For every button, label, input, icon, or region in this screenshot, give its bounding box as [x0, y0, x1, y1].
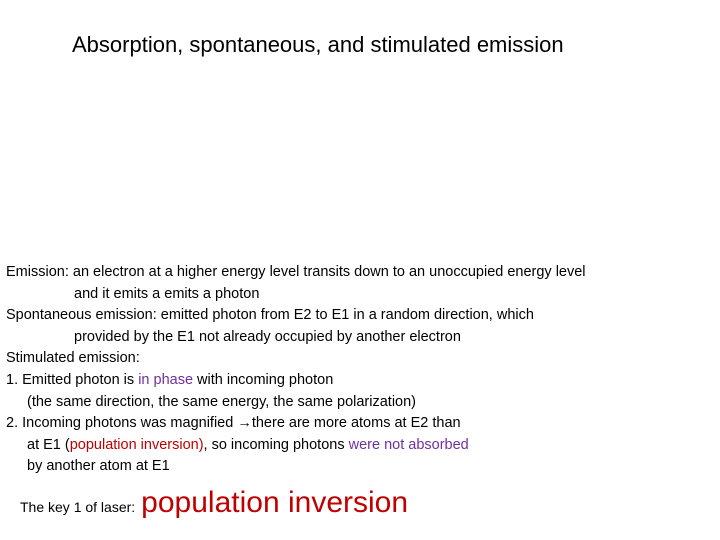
list-item-2: [6, 413, 714, 435]
list-item-2-cont-a: at E1 (: [27, 436, 70, 453]
list-item-2-continuation: [6, 435, 714, 457]
stimulated-emission-heading: Stimulated emission:: [6, 350, 140, 367]
key-statement: [20, 486, 408, 520]
list-item-2-text: 2. Incoming photons was magnified: [6, 415, 238, 432]
key-label: The key 1 of laser:: [20, 499, 136, 515]
population-inversion-highlight: population inversion): [69, 436, 204, 453]
list-item-1-detail: (the same direction, the same energy, the same polarization): [27, 393, 417, 410]
emission-definition-continuation: and it emits a emits a photon: [74, 285, 260, 302]
list-item-1-tail: with incoming photon: [193, 371, 334, 388]
list-item-2-cont-c: , so incoming photons: [203, 436, 349, 453]
spontaneous-emission-line: Spontaneous emission: emitted photon from E2 to E1 in a random direction, which: [6, 307, 534, 324]
spontaneous-emission-continuation: provided by the E1 not already occupied by another electron: [74, 328, 461, 345]
list-item-1: [6, 370, 714, 392]
list-item-1-text: 1. Emitted photon is: [6, 371, 139, 388]
in-phase-highlight: in phase: [138, 371, 194, 388]
key-emphasis: population inversion: [141, 486, 409, 519]
not-absorbed-highlight: were not absorbed: [348, 436, 469, 453]
slide-body: [6, 262, 714, 478]
emission-definition-line: Emission: an electron at a higher energy level transits down to an unoccupied energy level: [6, 264, 586, 280]
slide-title: Absorption, spontaneous, and stimulated emission: [72, 32, 564, 57]
list-item-2-tail: there are more atoms at E2 than: [251, 415, 461, 432]
list-item-2-final: by another atom at E1: [27, 458, 170, 475]
right-arrow-icon: →: [237, 415, 252, 432]
